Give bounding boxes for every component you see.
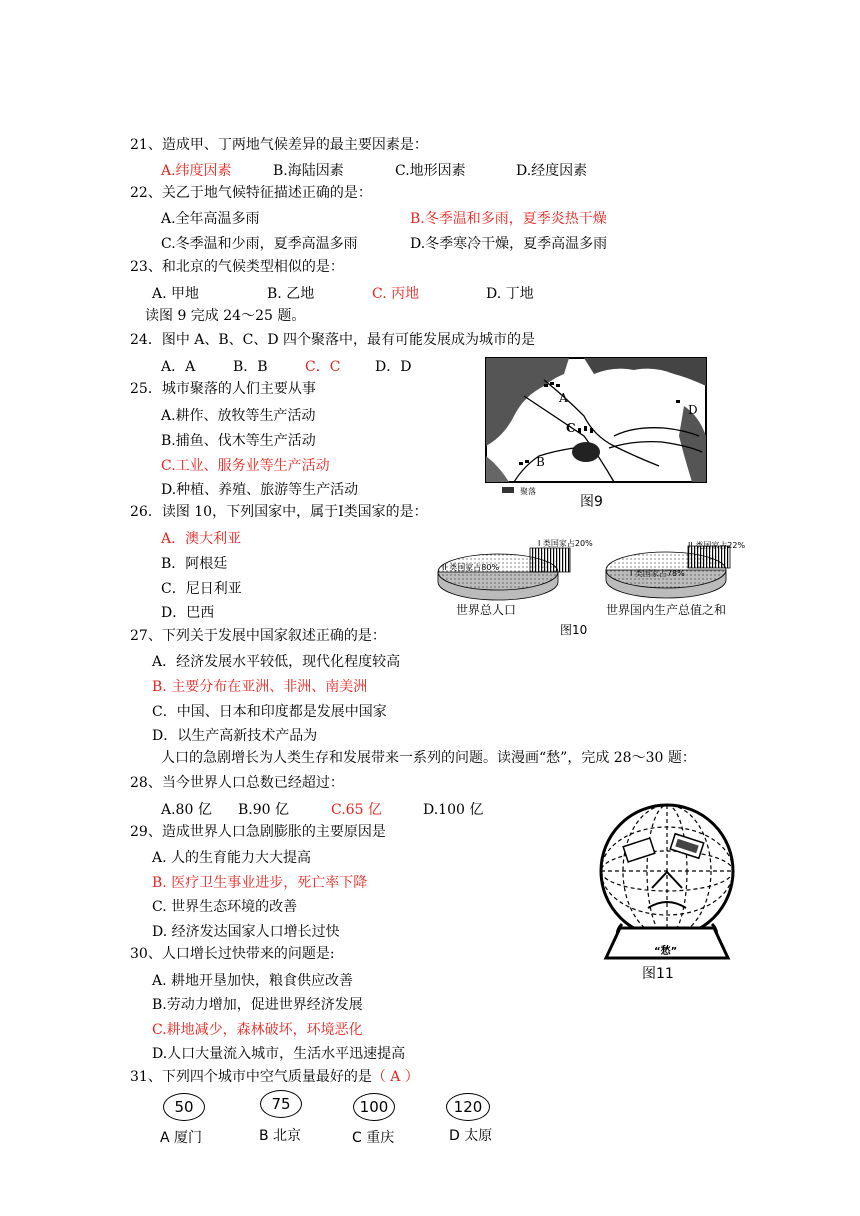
q26-stem: 26．读图 10，下列国家中，属于Ⅰ类国家的是： <box>130 504 428 520</box>
q30-option-b: B.劳动力增加，促进世界经济发展 <box>152 997 363 1013</box>
q31-stem-text: 31、下列四个城市中空气质量最好的是 <box>130 1069 372 1085</box>
fig10-left-title: 世界总人口 <box>456 603 517 617</box>
q27-option-c: C．中国、日本和印度都是发展中国家 <box>152 704 387 720</box>
q25-option-c: C.工业、服务业等生产活动 <box>161 458 330 474</box>
q25-option-d: D.种植、养殖、旅游等生产活动 <box>161 482 359 498</box>
q27-option-d: D．以生产高新技术产品为 <box>152 728 318 744</box>
q28-option-b: B.90 亿 <box>238 802 290 818</box>
fig9-label-c: C <box>566 421 576 435</box>
fig10-caption: 图10 <box>560 623 588 637</box>
q26-option-b: B．阿根廷 <box>161 556 228 572</box>
q21-option-b: B.海陆因素 <box>273 163 344 179</box>
q22-option-a: A.全年高温多雨 <box>161 211 260 227</box>
city-label: A 厦门 <box>160 1130 203 1146</box>
q27-option-b: B. 主要分布在亚洲、非洲、南美洲 <box>152 679 368 695</box>
q25-stem: 25．城市聚落的人们主要从事 <box>130 381 316 397</box>
q22-option-b: B.冬季温和多雨，夏季炎热干燥 <box>410 211 607 227</box>
q24-option-c: C．C <box>305 359 341 375</box>
q21-option-d: D.经度因素 <box>516 163 588 179</box>
q22-option-d: D.冬季寒冷干燥，夏季高温多雨 <box>410 236 608 252</box>
q23-option-c: C. 丙地 <box>372 286 420 302</box>
q23-option-d: D. 丁地 <box>486 286 534 302</box>
fig9-label-a: A <box>559 391 568 405</box>
city-label: D 太原 <box>449 1128 493 1144</box>
city-label: B 北京 <box>259 1128 302 1144</box>
q24-option-d: D．D <box>375 359 412 375</box>
q25-option-b: B.捕鱼、伐木等生产活动 <box>161 433 316 449</box>
figure-11 <box>592 796 742 986</box>
q21-stem: 21、造成甲、丁两地气候差异的最主要因素是： <box>130 137 428 153</box>
city-label: C 重庆 <box>352 1130 395 1146</box>
legend-icon <box>502 487 514 493</box>
q30-option-a: A. 耕地开垦加快，粮食供应改善 <box>152 973 354 989</box>
q30-option-c: C.耕地减少，森林破坏，环境恶化 <box>152 1022 363 1038</box>
figure-9 <box>484 356 708 514</box>
fig9-legend: 聚落 <box>520 487 536 496</box>
city-aqi-oval: 75 <box>260 1090 302 1118</box>
q28-option-c: C.65 亿 <box>331 802 382 818</box>
fig9-caption: 图9 <box>580 494 603 510</box>
q27-stem: 27、下列关于发展中国家叙述正确的是： <box>130 628 386 644</box>
q23-option-a: A. 甲地 <box>152 286 200 302</box>
q23-option-b: B. 乙地 <box>267 286 315 302</box>
q23-stem: 23、和北京的气候类型相似的是： <box>130 259 344 275</box>
q24-stem: 24．图中 A、B、C、D 四个聚落中，最有可能发展成为城市的是 <box>130 332 536 348</box>
q29-option-b: B. 医疗卫生事业进步，死亡率下降 <box>152 875 368 891</box>
fig10-right-title: 世界国内生产总值之和 <box>606 603 727 617</box>
q29-stem: 29、造成世界人口急剧膨胀的主要原因是 <box>130 824 386 840</box>
fig9-label-b: B <box>536 455 545 469</box>
q29-option-a: A. 人的生育能力大大提高 <box>152 850 312 866</box>
figure-10 <box>430 534 760 640</box>
q26-option-a: A．澳大利亚 <box>161 531 242 547</box>
city-aqi-oval: 100 <box>353 1093 395 1121</box>
country-share-pies <box>430 534 760 640</box>
q29-option-c: C. 世界生态环境的改善 <box>152 899 298 915</box>
q28-option-a: A.80 亿 <box>161 802 212 818</box>
q28-stem: 28、当今世界人口总数已经超过： <box>130 775 344 791</box>
fig10-right-big: I 类国家占78% <box>630 569 685 578</box>
q31-answer: （ A ） <box>371 1069 419 1085</box>
q30-option-d: D.人口大量流入城市，生活水平迅速提高 <box>152 1046 406 1062</box>
q26-option-c: C．尼日利亚 <box>161 581 242 597</box>
q31-stem <box>130 1068 419 1086</box>
q29-option-d: D. 经济发达国家人口增长过快 <box>152 924 340 940</box>
settlement-map <box>484 356 708 514</box>
q27-option-a: A．经济发展水平较低，现代化程度较高 <box>152 654 401 670</box>
fig9-label-d: D <box>688 403 698 417</box>
q25-option-a: A.耕作、放牧等生产活动 <box>161 408 316 424</box>
city-aqi-oval: 120 <box>446 1093 490 1121</box>
intro-fig11: 人口的急剧增长为人类生存和发展带来一系列的问题。读漫画“愁”，完成 28～30 题： <box>161 750 696 766</box>
fig10-left-big: II 类国家占80% <box>442 563 500 572</box>
city-aqi-oval: 50 <box>163 1093 205 1121</box>
fig11-base-text: “愁” <box>654 946 678 957</box>
q21-option-c: C.地形因素 <box>395 163 466 179</box>
fig10-left-small: I 类国家占20% <box>538 539 593 548</box>
q28-option-d: D.100 亿 <box>423 802 484 818</box>
q24-option-a: A．A <box>161 359 196 375</box>
q26-option-d: D．巴西 <box>161 605 215 621</box>
q22-option-c: C.冬季温和少雨，夏季高温多雨 <box>161 236 358 252</box>
q24-option-b: B．B <box>233 359 268 375</box>
q21-option-a: A.纬度因素 <box>161 163 232 179</box>
population-cartoon <box>592 796 742 986</box>
fig11-caption: 图11 <box>642 966 674 982</box>
intro-fig9: 读图 9 完成 24～25 题。 <box>145 308 306 324</box>
q30-stem: 30、人口增长过快带来的问题是: <box>130 946 335 962</box>
q22-stem: 22、关乙于地气候特征描述正确的是： <box>130 185 372 201</box>
fig10-right-small: II 类国家占22% <box>688 541 746 550</box>
